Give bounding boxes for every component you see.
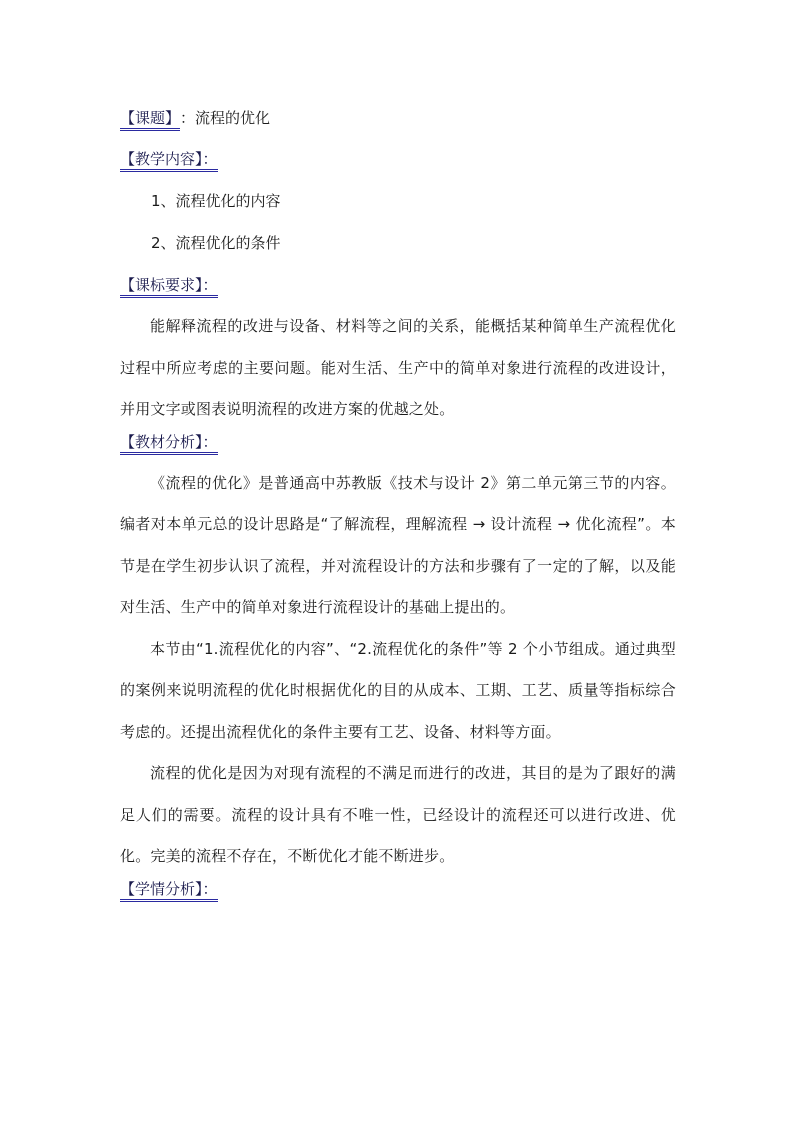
- standard-label: 【课标要求】：: [120, 276, 218, 298]
- content-label: 【教学内容】：: [120, 150, 218, 172]
- analysis-paragraph-2: 本节由“1.流程优化的内容”、“2.流程优化的条件”等 2 个小节组成。通过典型的案例来说明流程的优化时根据优化的目的从成本、工期、工艺、质量等指标综合考虑的。还提出流程优化的条件主要有工艺、设备、材料等方面。: [120, 639, 676, 741]
- analysis-paragraph-1: 《流程的优化》是普通高中苏教版《技术与设计 2》第二单元第三节的内容。编者对本单元总的设计思路是“了解流程，理解流程 → 设计流程 → 优化流程”。本节是在学生初步认识了流程，并对流程设计的方法和步骤有了一定的了解，以及能对生活、生产中的简单对象进行流程设计的基础上提出的。: [120, 473, 676, 616]
- topic-separator: ：: [180, 109, 196, 127]
- topic-label: 【课题】: [120, 109, 180, 131]
- student-heading: [120, 879, 676, 899]
- student-label: 【学情分析】：: [120, 880, 218, 902]
- content-item-2: 2、流程优化的条件: [151, 234, 281, 252]
- analysis-heading: [120, 432, 676, 452]
- topic-value: 流程的优化: [195, 109, 271, 127]
- content-item-1: 1、流程优化的内容: [151, 192, 281, 210]
- content-heading: [120, 149, 676, 169]
- topic-heading: [120, 108, 676, 128]
- standard-heading: [120, 275, 676, 295]
- analysis-label: 【教材分析】：: [120, 433, 218, 455]
- analysis-paragraph-3: 流程的优化是因为对现有流程的不满足而进行的改进，其目的是为了跟好的满足人们的需要。流程的设计具有不唯一性，已经设计的流程还可以进行改进、优化。完美的流程不存在，不断优化才能不断进步。: [120, 764, 676, 865]
- standard-paragraph: 能解释流程的改进与设备、材料等之间的关系，能概括某种简单生产流程优化过程中所应考虑的主要问题。能对生活、生产中的简单对象进行流程的改进设计，并用文字或图表说明流程的改进方案的优越之处。: [120, 317, 676, 418]
- document-body: [120, 104, 676, 899]
